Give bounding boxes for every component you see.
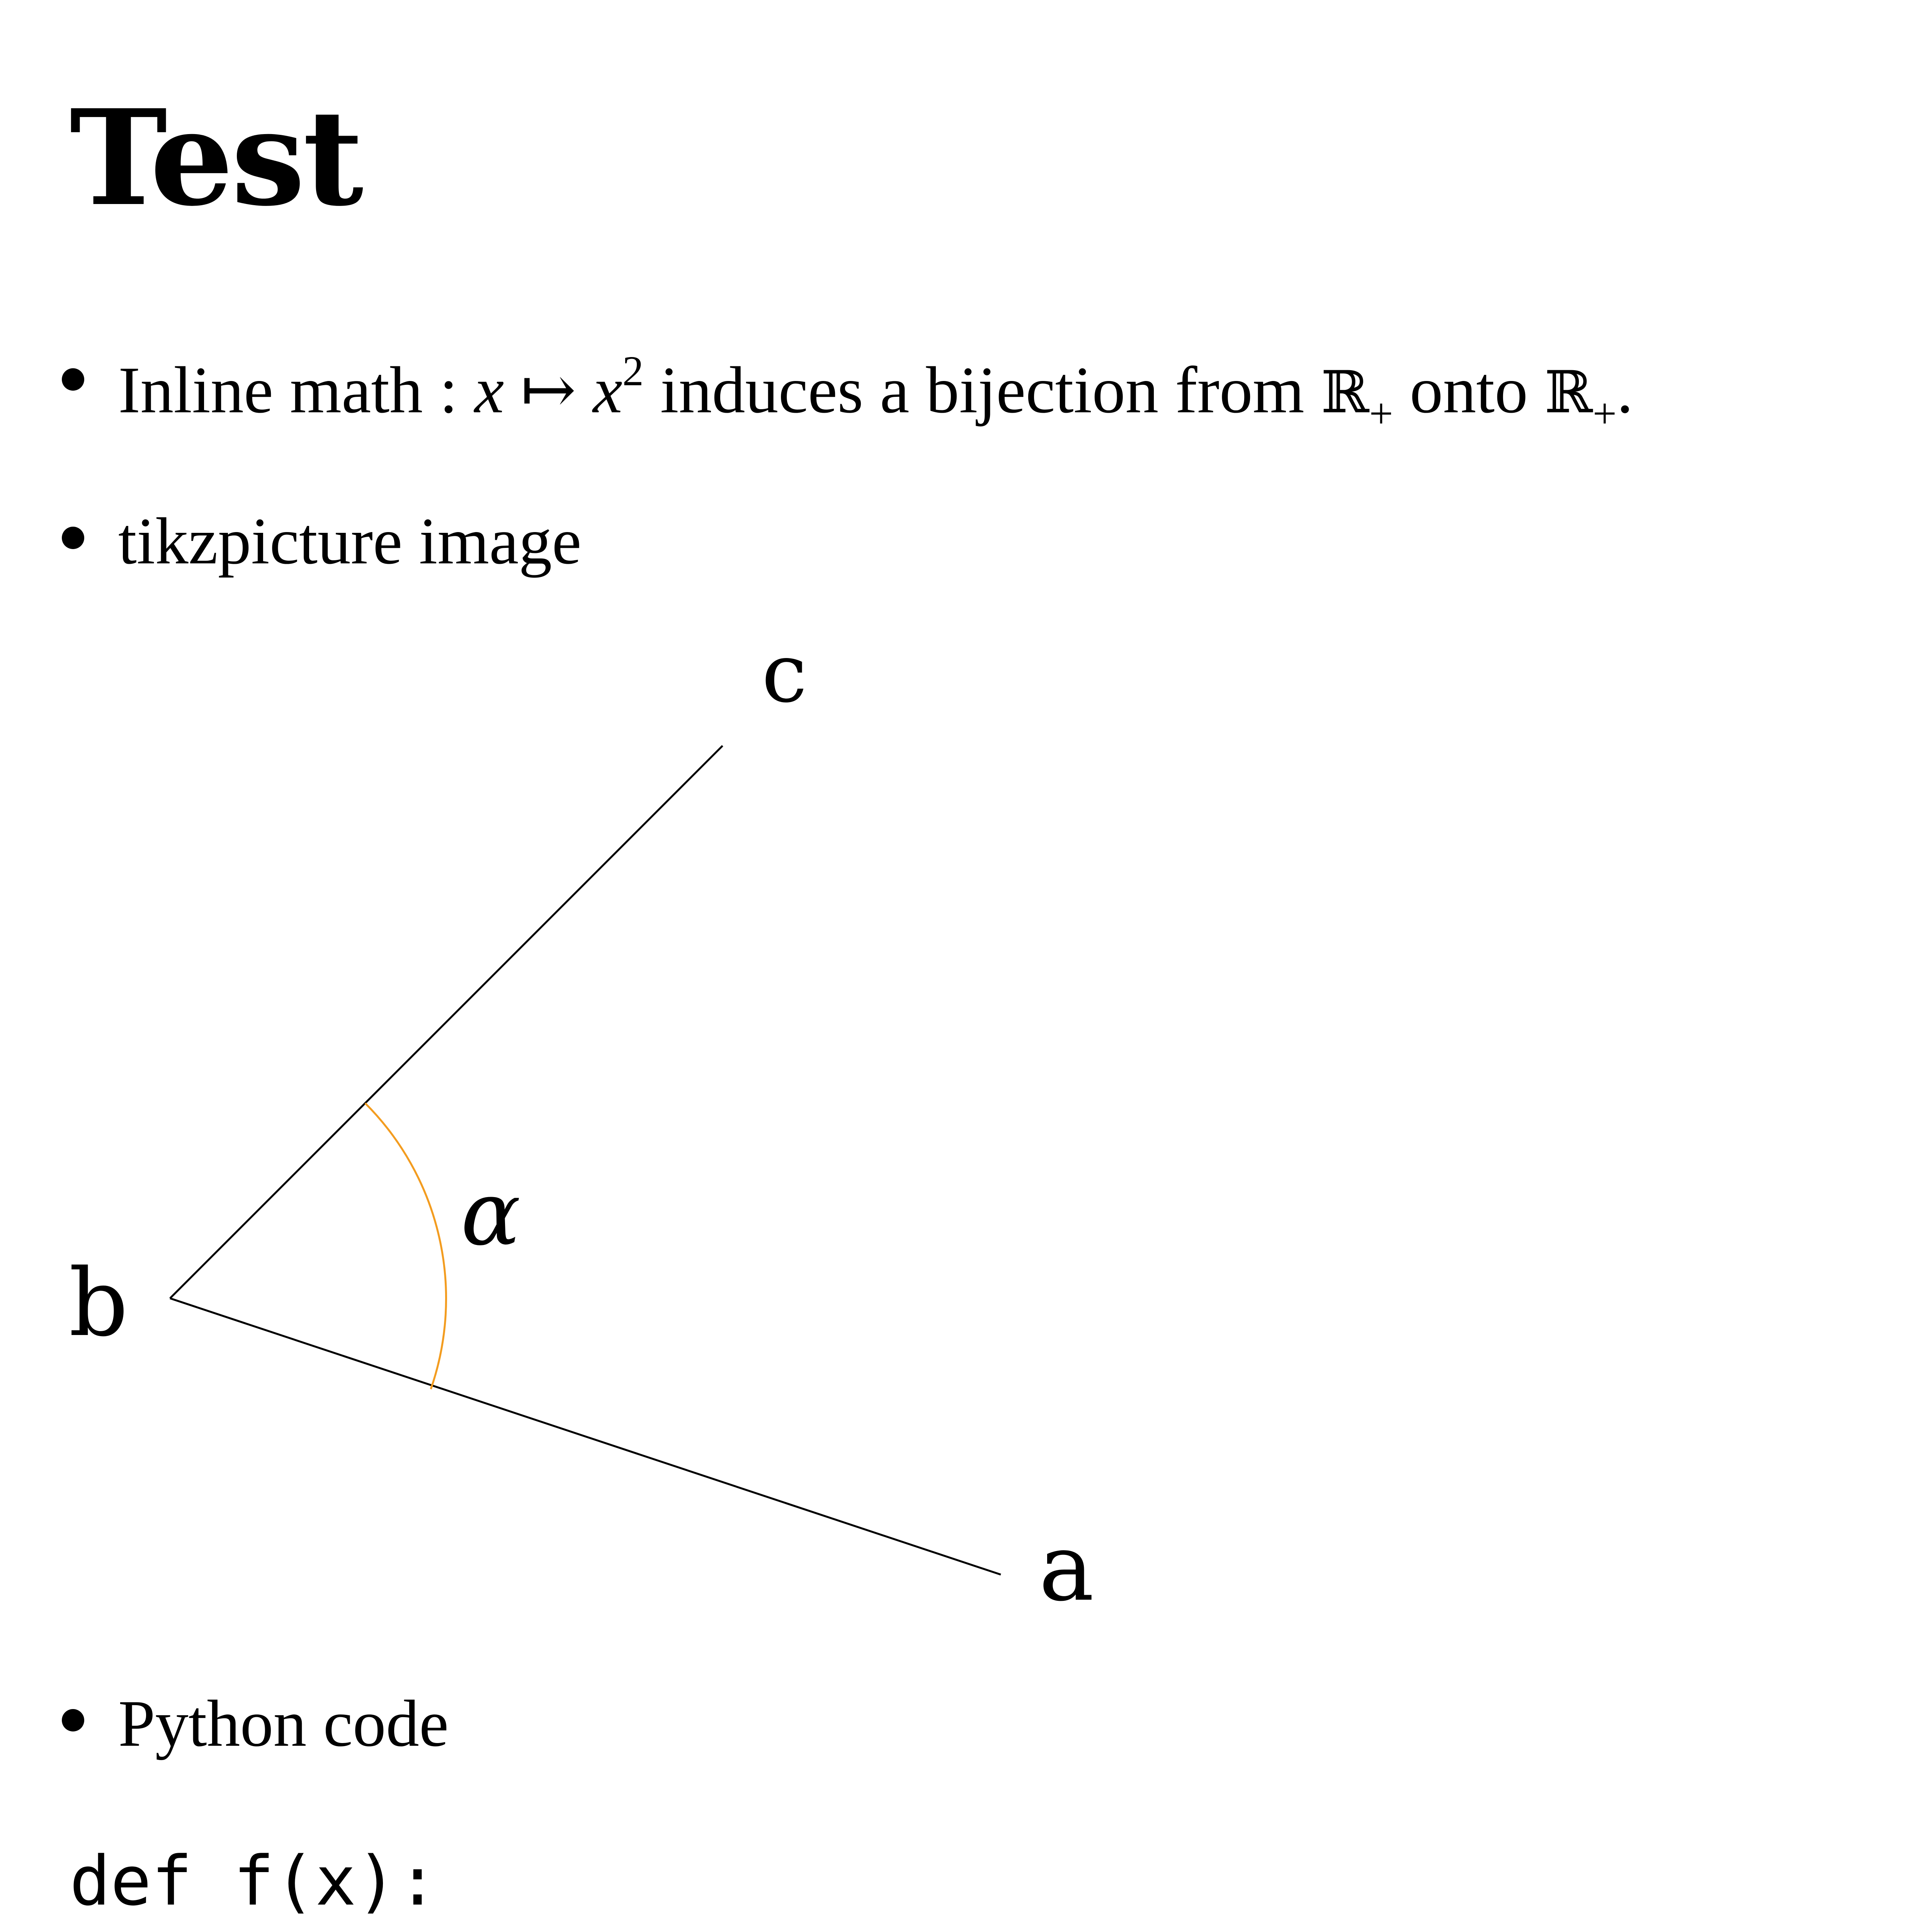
angle-label-alpha: α — [461, 1162, 521, 1265]
reals-symbol-2: ℝ — [1544, 359, 1593, 426]
reals-plus-2: + — [1592, 390, 1617, 437]
vertex-label-a: a — [1039, 1514, 1094, 1622]
page-title: Test — [70, 81, 361, 235]
ray-b-to-a — [170, 1298, 1001, 1575]
code-block: def f(x): — [70, 1842, 438, 1921]
math-var-x-base: x — [593, 354, 622, 427]
reals-plus-1: + — [1369, 390, 1393, 437]
reals-symbol-1: ℝ — [1321, 359, 1369, 426]
math-exponent: 2 — [622, 347, 644, 395]
python-label: Python code — [118, 1687, 449, 1760]
maps-to-symbol: ↦ — [520, 354, 577, 427]
tikz-label: tikzpicture image — [118, 505, 582, 578]
vertex-label-c: c — [762, 626, 807, 721]
inline-math-label: Inline math : — [118, 354, 458, 427]
vertex-label-b: b — [69, 1249, 128, 1357]
inline-math-mid-text: induces a bijection from — [660, 354, 1304, 427]
inline-math-period: . — [1616, 354, 1633, 427]
ray-b-to-c — [170, 746, 723, 1298]
angle-arc — [365, 1103, 446, 1389]
math-var-x: x — [474, 354, 504, 427]
inline-math-onto-text: onto — [1410, 354, 1528, 427]
bullet-dot — [62, 1709, 84, 1731]
